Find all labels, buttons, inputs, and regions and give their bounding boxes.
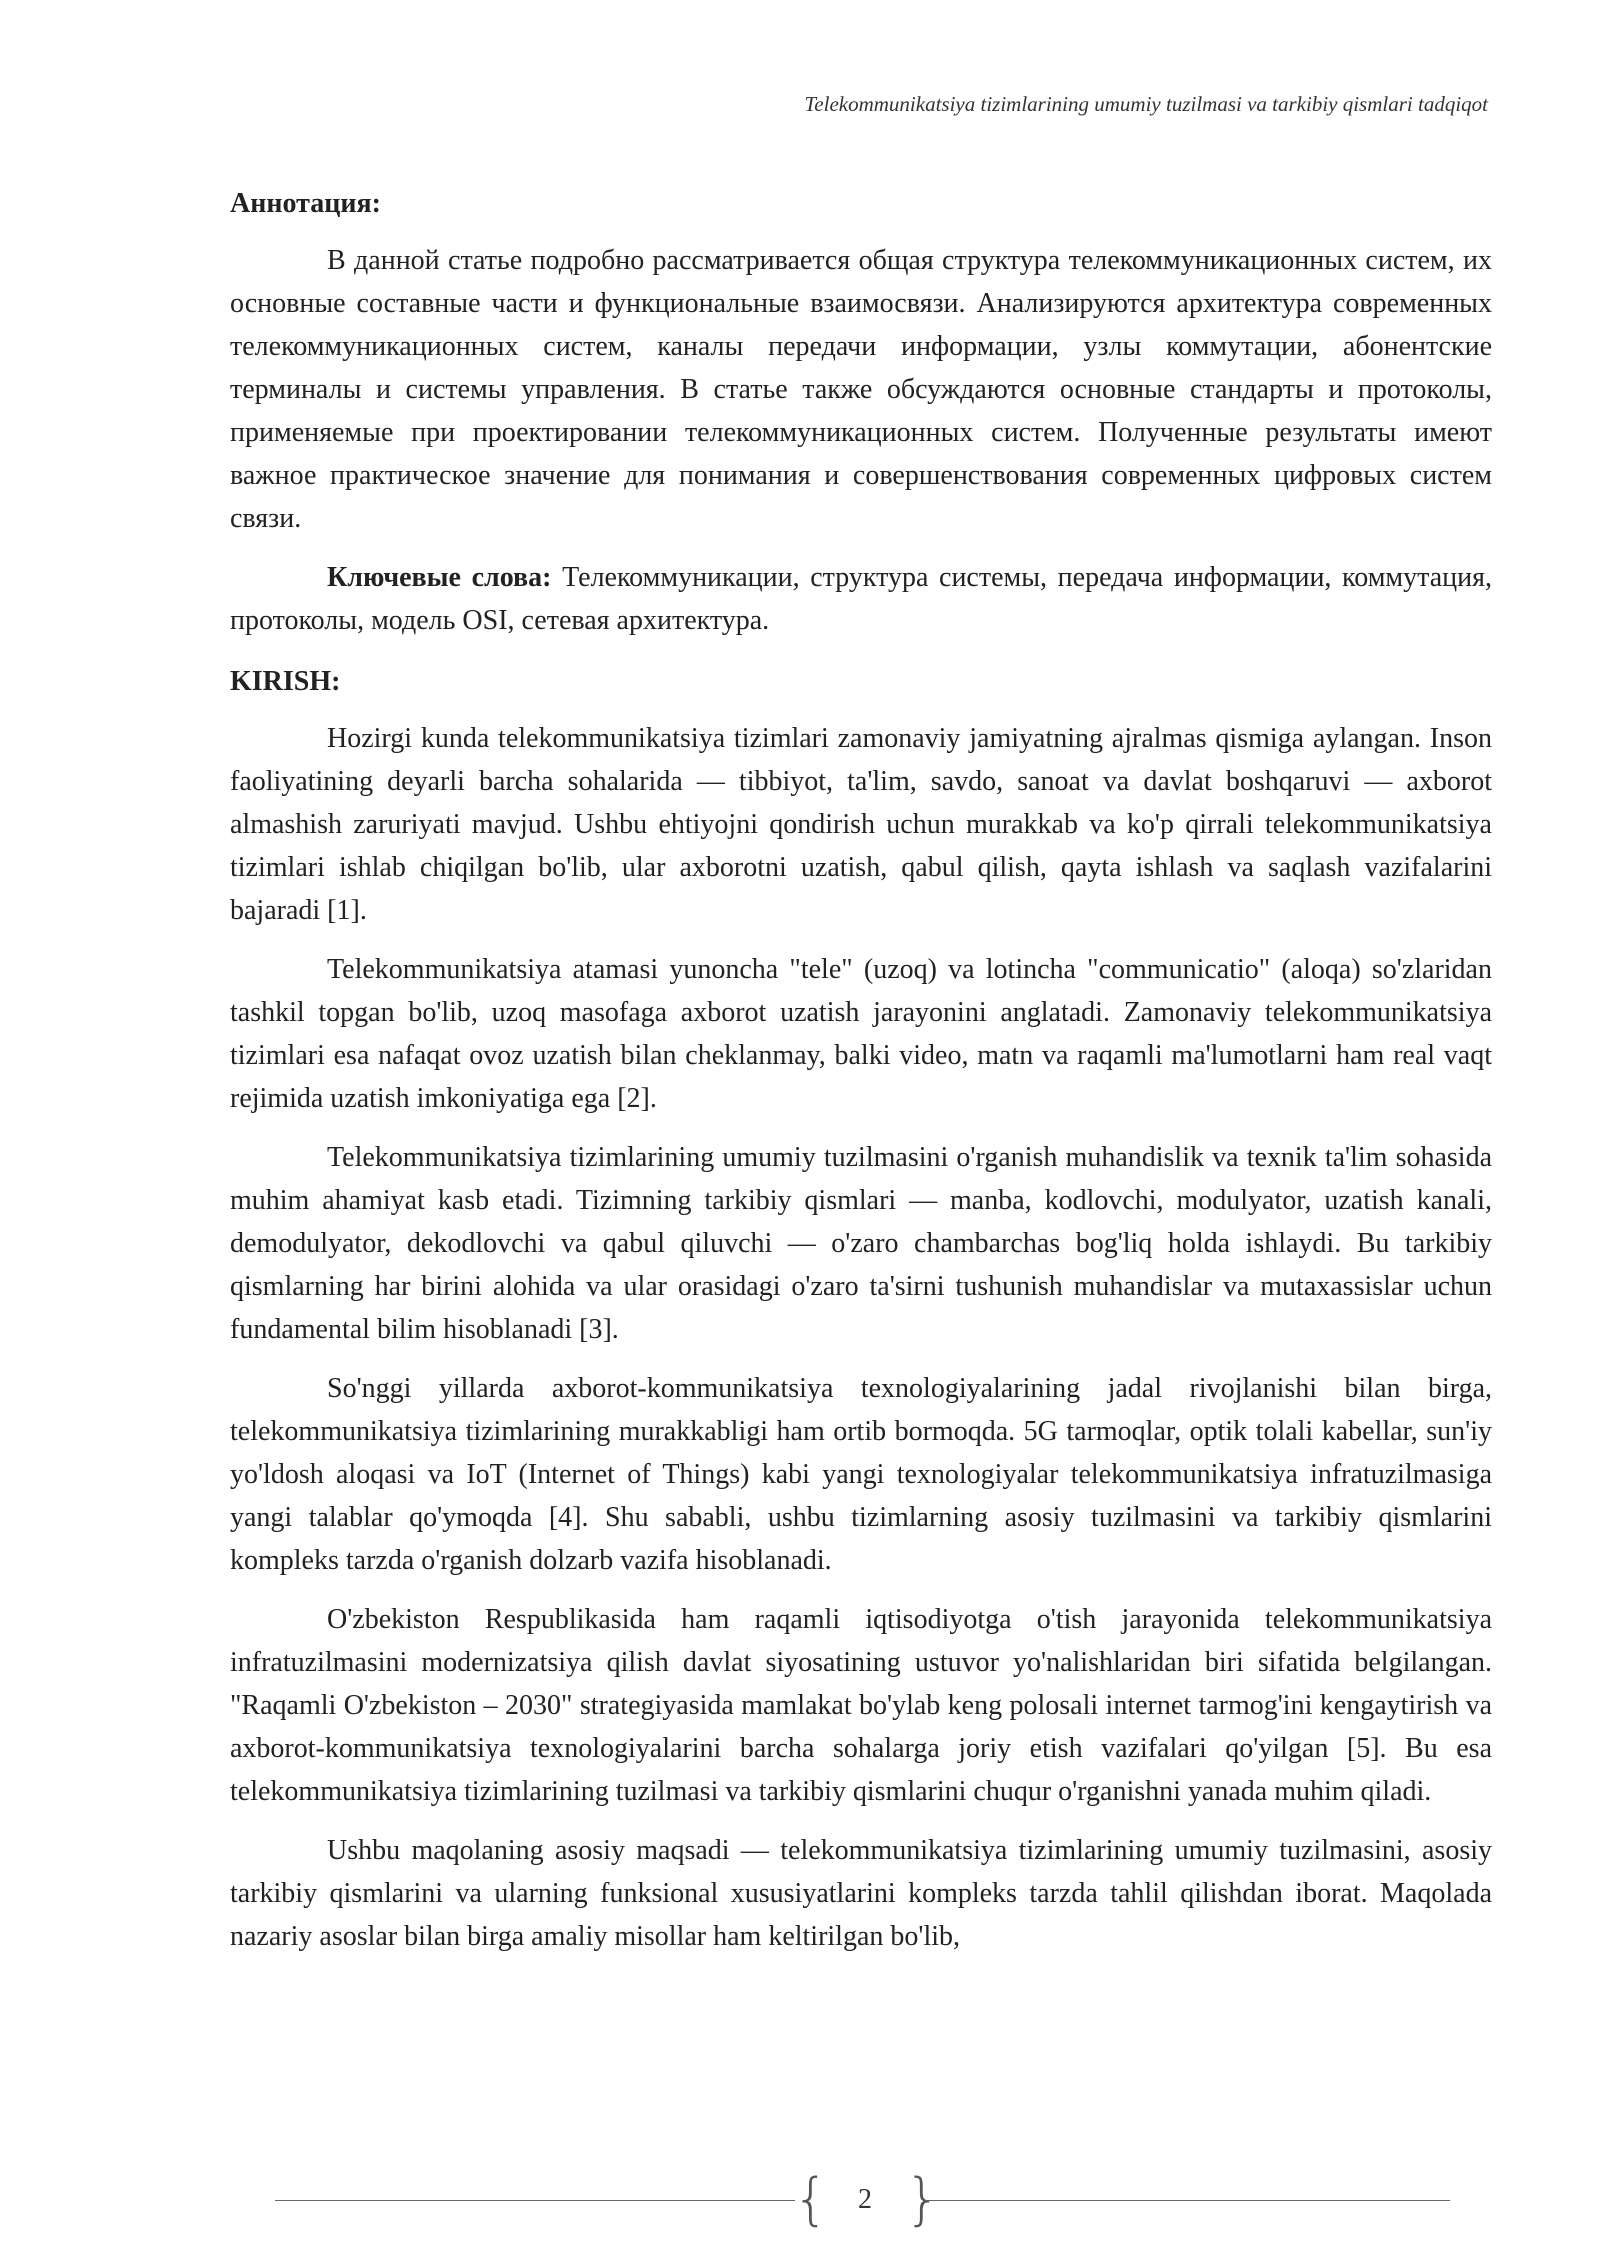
kirish-paragraph-4: So'nggi yillarda axborot-kommunikatsiya texnologiyalarining jadal rivojlanishi bilan birga, telekommunikatsiya tizimlarining murakkabligi ham ortib bormoqda. 5G tarmoqlar, optik tolali kabellar, sun'iy yo'ldosh aloqasi va IoT (Internet of Things) kabi yangi texnologiyalar telekommunikatsiya infratuzilmasiga yangi talablar qo'ymoqda [4]. Shu sababli, ushbu tizimlarning asosiy tuzilmasini va tarkibiy qismlarini kompleks tarzda o'rganish dolzarb vazifa hisoblanadi. <box>230 1373 1492 1576</box>
annotation-heading: Аннотация: <box>230 188 381 219</box>
footer-rule-left <box>275 2200 795 2201</box>
keywords-label: Ключевые слова: <box>327 562 552 593</box>
right-brace-icon: } <box>905 2167 941 2232</box>
article-body <box>230 182 1492 1974</box>
kirish-paragraph-5: O'zbekiston Respublikasida ham raqamli iqtisodiyotga o'tish jarayonida telekommunikatsiya infratuzilmasini modernizatsiya qilish davlat siyosatining ustuvor yo'nalishlaridan biri sifatida belgilangan. "Raqamli O'zbekiston – 2030" strategiyasida mamlakat bo'ylab keng polosali internet tarmog'ini kengaytirish va axborot-kommunikatsiya texnologiyalarini barcha sohalarga joriy etish vazifalari qo'yilgan [5]. Bu esa telekommunikatsiya tizimlarining tuzilmasi va tarkibiy qismlarini chuqur o'rganishni yanada muhim qiladi. <box>230 1604 1492 1807</box>
keywords-text: Телекоммуникации, структура системы, передача информации, коммутация, протоколы, модель OSI, сетевая архитектура. <box>230 562 1492 636</box>
annotation-paragraph: В данной статье подробно рассматривается общая структура телекоммуникационных систем, их основные составные части и функциональные взаимосвязи. Анализируются архитектура современных телекоммуникационных систем, каналы передачи информации, узлы коммутации, абонентские терминалы и системы управления. В статье также обсуждаются основные стандарты и протоколы, применяемые при проектировании телекоммуникационных систем. Полученные результаты имеют важное практическое значение для понимания и совершенствования современных цифровых систем связи. <box>230 245 1492 534</box>
page-footer <box>275 2167 1450 2232</box>
footer-rule-right <box>925 2200 1450 2201</box>
running-header: Telekommunikatsiya tizimlarining umumiy tuzilmasi va tarkibiy qismlari tadqiqot <box>804 92 1488 116</box>
keywords-paragraph <box>230 556 1492 642</box>
left-brace-icon: { <box>793 2167 829 2232</box>
kirish-paragraph-2: Telekommunikatsiya atamasi yunoncha "tele" (uzoq) va lotincha "communicatio" (aloqa) so'zlaridan tashkil topgan bo'lib, uzoq masofaga axborot uzatish jarayonini anglatadi. Zamonaviy telekommunikatsiya tizimlari esa nafaqat ovoz uzatish bilan cheklanmay, balki video, matn va raqamli ma'lumotlarni ham real vaqt rejimida uzatish imkoniyatiga ega [2]. <box>230 954 1492 1114</box>
kirish-paragraph-3: Telekommunikatsiya tizimlarining umumiy tuzilmasini o'rganish muhandislik va texnik ta'lim sohasida muhim ahamiyat kasb etadi. Tizimning tarkibiy qismlari — manba, kodlovchi, modulyator, uzatish kanali, demodulyator, dekodlovchi va qabul qiluvchi — o'zaro chambarchas bog'liq holda ishlaydi. Bu tarkibiy qismlarning har birini alohida va ular orasidagi o'zaro ta'sirni tushunish muhandislar va mutaxassislar uchun fundamental bilim hisoblanadi [3]. <box>230 1142 1492 1345</box>
kirish-paragraph-6: Ushbu maqolaning asosiy maqsadi — telekommunikatsiya tizimlarining umumiy tuzilmasini, asosiy tarkibiy qismlarini va ularning funksional xususiyatlarini kompleks tarzda tahlil qilishdan iborat. Maqolada nazariy asoslar bilan birga amaliy misollar ham keltirilgan bo'lib, <box>230 1835 1492 1952</box>
kirish-heading: KIRISH: <box>230 666 341 697</box>
kirish-paragraph-1: Hozirgi kunda telekommunikatsiya tizimlari zamonaviy jamiyatning ajralmas qismiga aylangan. Inson faoliyatining deyarli barcha sohalarida — tibbiyot, ta'lim, savdo, sanoat va davlat boshqaruvi — axborot almashish zaruriyati mavjud. Ushbu ehtiyojni qondirish uchun murakkab va ko'p qirrali telekommunikatsiya tizimlari ishlab chiqilgan bo'lib, ular axborotni uzatish, qabul qilish, qayta ishlash va saqlash vazifalarini bajaradi [1]. <box>230 723 1492 926</box>
page-number: 2 <box>858 2184 872 2215</box>
